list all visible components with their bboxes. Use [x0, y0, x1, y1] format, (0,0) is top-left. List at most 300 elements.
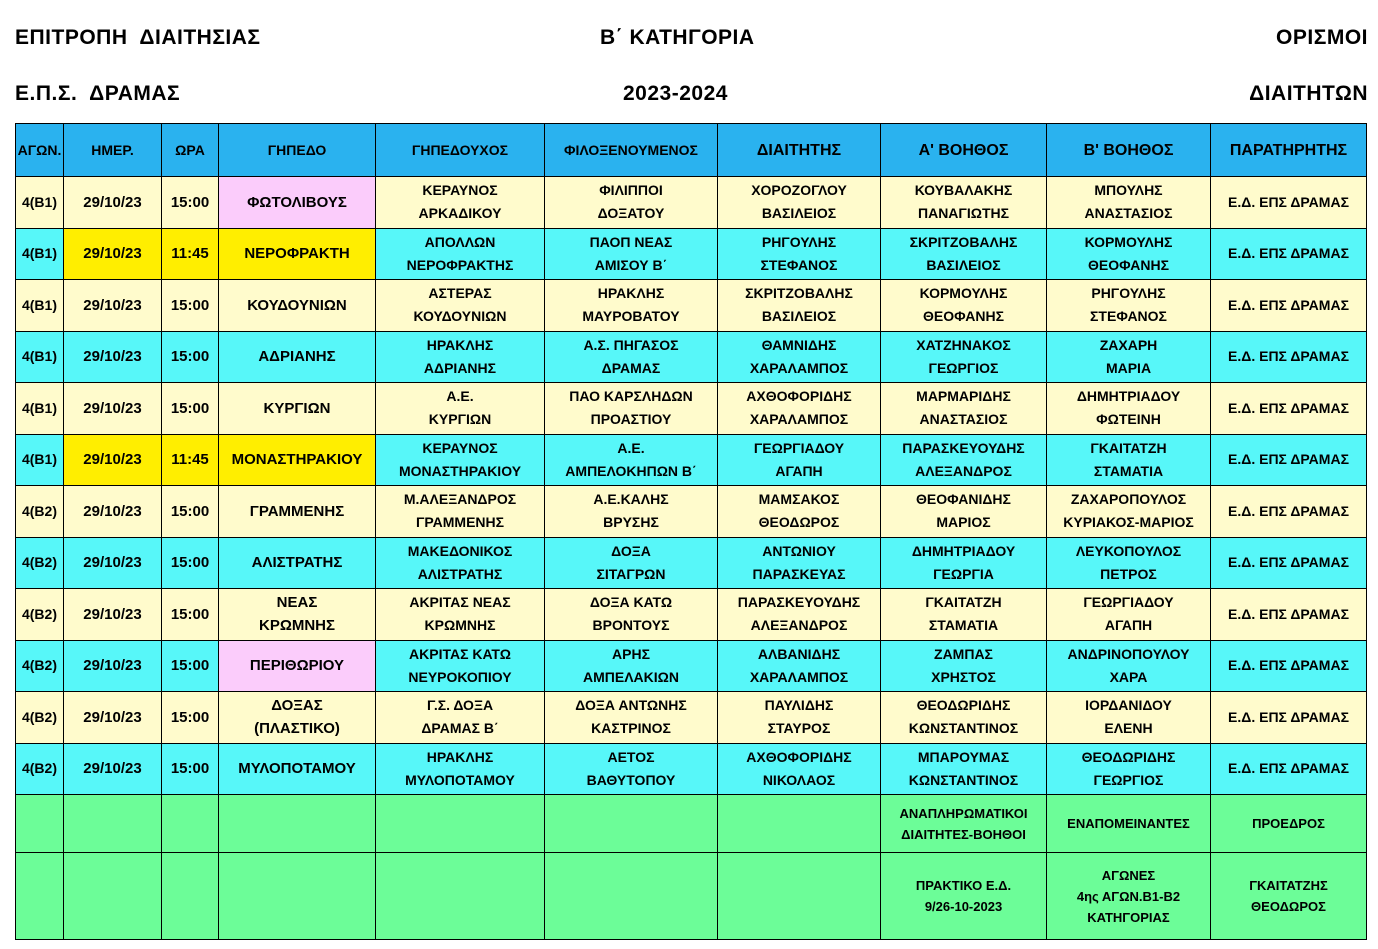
observer-cell: Ε.Δ. ΕΠΣ ΔΡΑΜΑΣ	[1211, 434, 1367, 486]
cell-line: ΜΑΡΙΑ	[1105, 359, 1152, 376]
footer-cell	[718, 853, 881, 940]
president-name	[1211, 853, 1367, 940]
assistant1-cell	[881, 331, 1047, 383]
assistant2-cell	[1047, 640, 1211, 692]
footer-cell	[219, 853, 376, 940]
away-team-cell	[545, 692, 718, 744]
cell-line: ΖΑΧΑΡΗ	[1099, 336, 1158, 353]
time-cell: 15:00	[162, 280, 219, 332]
cell-line: (ΠΛΑΣΤΙΚΟ)	[254, 720, 340, 738]
assistant1-cell	[881, 434, 1047, 486]
date-cell: 29/10/23	[64, 640, 162, 692]
away-team-cell	[545, 537, 718, 589]
cell-line: ΑΝΑΣΤΑΣΙΟΣ	[919, 411, 1008, 428]
referees-title: ΔΙΑΙΤΗΤΩΝ	[1249, 82, 1368, 105]
cell-line: 9/26-10-2023	[924, 899, 1003, 914]
cell-line: ΘΕΟΔΩΡΙΔΗΣ	[916, 697, 1011, 714]
field-cell: ΦΩΤΟΛΙΒΟΥΣ	[219, 177, 376, 229]
cell-line: ΣΚΡΙΤΖΟΒΑΛΗΣ	[909, 233, 1018, 250]
cell-line: ΝΕΑΣ	[276, 594, 318, 612]
date-cell: 29/10/23	[64, 743, 162, 795]
cell-line: ΗΡΑΚΛΗΣ	[426, 336, 494, 353]
agon-cell: 4(Β1)	[16, 228, 64, 280]
cell-line: ΛΕΥΚΟΠΟΥΛΟΣ	[1075, 542, 1182, 559]
referee-cell	[718, 331, 881, 383]
cell-line: ΔΟΞΑ	[611, 542, 651, 559]
cell-line: ΒΑΣΙΛΕΙΟΣ	[926, 256, 1001, 273]
cell-line: ΚΑΤΗΓΟΡΙΑΣ	[1087, 909, 1170, 925]
agon-cell: 4(Β1)	[16, 383, 64, 435]
cell-line: ΕΛΕΝΗ	[1104, 720, 1153, 737]
field-cell: ΜΟΝΑΣΤΗΡΑΚΙΟΥ	[219, 434, 376, 486]
cell-line: ΔΟΞΑΣ	[271, 697, 323, 715]
assistant2-cell	[1047, 589, 1211, 641]
season-label: 2023-2024	[623, 82, 728, 105]
cell-line: ΑΓΑΠΗ	[1104, 617, 1153, 634]
cell-line: ΑΛΕΞΑΝΔΡΟΣ	[750, 617, 848, 634]
col-header-field: ΓΗΠΕΔΟ	[219, 124, 376, 177]
away-team-cell	[545, 331, 718, 383]
time-cell: 15:00	[162, 743, 219, 795]
cell-line: ΧΟΡΟΖΟΓΛΟΥ	[751, 182, 847, 199]
cell-line: ΔΡΑΜΑΣ Β΄	[421, 720, 499, 737]
referee-cell	[718, 280, 881, 332]
referee-cell	[718, 692, 881, 744]
date-cell: 29/10/23	[64, 228, 162, 280]
assistant1-cell	[881, 692, 1047, 744]
time-cell: 15:00	[162, 640, 219, 692]
cell-line: ΚΥΡΓΙΩΝ	[428, 411, 492, 428]
agon-cell: 4(Β2)	[16, 589, 64, 641]
cell-line: ΘΕΟΔΩΡΟΣ	[1251, 899, 1326, 914]
date-cell: 29/10/23	[64, 589, 162, 641]
cell-line: ΘΕΟΔΩΡΙΔΗΣ	[1081, 748, 1176, 765]
field-cell: ΠΕΡΙΘΩΡΙΟΥ	[219, 640, 376, 692]
cell-line: ΑΡΗΣ	[612, 645, 650, 662]
assistant1-cell	[881, 228, 1047, 280]
time-cell: 15:00	[162, 331, 219, 383]
home-team-cell	[376, 537, 545, 589]
date-cell: 29/10/23	[64, 537, 162, 589]
referee-cell	[718, 743, 881, 795]
cell-line: ΚΕΡΑΥΝΟΣ	[422, 182, 498, 199]
assistant2-cell	[1047, 331, 1211, 383]
agon-cell: 4(Β2)	[16, 537, 64, 589]
cell-line: ΣΚΡΙΤΖΟΒΑΛΗΣ	[745, 285, 853, 302]
field-cell: ΜΥΛΟΠΟΤΑΜΟΥ	[219, 743, 376, 795]
cell-line: Α.Ε.	[617, 439, 645, 456]
date-cell: 29/10/23	[64, 331, 162, 383]
home-team-cell	[376, 177, 545, 229]
observer-cell: Ε.Δ. ΕΠΣ ΔΡΑΜΑΣ	[1211, 640, 1367, 692]
cell-line: ΝΕΡΟΦΡΑΚΤΗΣ	[406, 256, 514, 273]
cell-line: ΘΕΟΦΑΝΙΔΗΣ	[916, 491, 1011, 508]
footer-cell	[545, 853, 718, 940]
cell-line: ΠΑΝΑΓΙΩΤΗΣ	[917, 205, 1010, 222]
observer-cell: Ε.Δ. ΕΠΣ ΔΡΑΜΑΣ	[1211, 589, 1367, 641]
cell-line: Α.Ε.	[446, 388, 474, 405]
cell-line: ΣΤΑΜΑΤΙΑ	[928, 617, 999, 634]
cell-line: ΜΑΡΜΑΡΙΔΗΣ	[916, 388, 1011, 405]
cell-line: ΘΕΟΔΩΡΟΣ	[758, 514, 840, 531]
cell-line: ΑΛΕΞΑΝΔΡΟΣ	[915, 462, 1012, 479]
footer-cell	[162, 853, 219, 940]
cell-line: ΒΡΥΣΗΣ	[603, 514, 659, 531]
away-team-cell	[545, 383, 718, 435]
cell-line: ΔΟΞΑ ΑΝΤΩΝΗΣ	[575, 697, 687, 714]
assistant2-cell	[1047, 743, 1211, 795]
cell-line: ΠΑΡΑΣΚΕΥΟΥΔΗΣ	[902, 439, 1025, 456]
time-cell: 11:45	[162, 434, 219, 486]
cell-line: Α.Σ. ΠΗΓΑΣΟΣ	[583, 336, 679, 353]
cell-line: ΣΤΑΜΑΤΙΑ	[1093, 462, 1164, 479]
cell-line: ΠΡΟΑΣΤΙΟΥ	[590, 411, 672, 428]
footer-cell	[16, 795, 64, 853]
cell-line: ΓΕΩΡΓΙΟΣ	[1093, 771, 1164, 788]
cell-line: ΓΚΑΙΤΑΤΖΗΣ	[1249, 878, 1328, 893]
assistant1-cell	[881, 640, 1047, 692]
table-row	[16, 486, 1367, 538]
home-team-cell	[376, 383, 545, 435]
cell-line: ΜΑΜΣΑΚΟΣ	[758, 491, 840, 508]
table-row	[16, 383, 1367, 435]
assistant1-cell	[881, 383, 1047, 435]
cell-line: ΑΝΤΩΝΙΟΥ	[762, 542, 836, 559]
home-team-cell	[376, 692, 545, 744]
cell-line: ΧΑΤΖΗΝΑΚΟΣ	[916, 336, 1011, 353]
cell-line: ΑΚΡΙΤΑΣ ΚΑΤΩ	[409, 645, 511, 662]
field-cell	[219, 589, 376, 641]
table-row	[16, 434, 1367, 486]
field-cell: ΚΥΡΓΙΩΝ	[219, 383, 376, 435]
footer-cell	[718, 795, 881, 853]
field-cell	[219, 692, 376, 744]
assistant2-cell	[1047, 486, 1211, 538]
referee-cell	[718, 228, 881, 280]
referee-cell	[718, 486, 881, 538]
cell-line: ΜΠΟΥΛΗΣ	[1094, 182, 1163, 199]
cell-line: ΔΗΜΗΤΡΙΑΔΟΥ	[1076, 388, 1181, 405]
cell-line: ΧΑΡΑΛΑΜΠΟΣ	[749, 411, 849, 428]
away-team-cell	[545, 486, 718, 538]
cell-line: ΑΕΤΟΣ	[607, 748, 655, 765]
assistant2-cell	[1047, 383, 1211, 435]
cell-line: ΒΑΘΥΤΟΠΟΥ	[586, 771, 676, 788]
footer-cell	[219, 795, 376, 853]
home-team-cell	[376, 434, 545, 486]
home-team-cell	[376, 331, 545, 383]
table-row	[16, 280, 1367, 332]
cell-line: ΘΑΜΝΙΔΗΣ	[761, 336, 837, 353]
cell-line: ΓΕΩΡΓΙΑΔΟΥ	[1083, 594, 1174, 611]
cell-line: ΠΕΤΡΟΣ	[1100, 565, 1157, 582]
cell-line: ΜΑΚΕΔΟΝΙΚΟΣ	[407, 542, 513, 559]
cell-line: ΗΡΑΚΛΗΣ	[597, 285, 665, 302]
assistant2-cell	[1047, 228, 1211, 280]
referee-cell	[718, 383, 881, 435]
cell-line: ΚΡΩΜΝΗΣ	[258, 617, 336, 635]
observer-cell: Ε.Δ. ΕΠΣ ΔΡΑΜΑΣ	[1211, 383, 1367, 435]
table-row	[16, 640, 1367, 692]
footer-cell	[376, 853, 545, 940]
cell-line: ΑΝΑΣΤΑΣΙΟΣ	[1084, 205, 1173, 222]
time-cell: 15:00	[162, 537, 219, 589]
cell-line: ΣΤΕΦΑΝΟΣ	[760, 256, 838, 273]
cell-line: ΚΟΥΔΟΥΝΙΩΝ	[413, 308, 507, 325]
cell-line: ΚΩΝΣΤΑΝΤΙΝΟΣ	[908, 771, 1019, 788]
observer-cell: Ε.Δ. ΕΠΣ ΔΡΑΜΑΣ	[1211, 743, 1367, 795]
cell-line: ΚΡΩΜΝΗΣ	[424, 617, 496, 634]
cell-line: ΧΑΡΑ	[1109, 668, 1148, 685]
cell-line: ΔΟΞΑΤΟΥ	[597, 205, 665, 222]
committee-title: ΕΠΙΤΡΟΠΗ ΔΙΑΙΤΗΣΙΑΣ	[15, 26, 261, 49]
cell-line: ΠΑΟ ΚΑΡΣΛΗΔΩΝ	[569, 388, 693, 405]
cell-line: ΑΚΡΙΤΑΣ ΝΕΑΣ	[409, 594, 511, 611]
table-header-row	[16, 124, 1367, 177]
observer-cell: Ε.Δ. ΕΠΣ ΔΡΑΜΑΣ	[1211, 537, 1367, 589]
cell-line: ΔΙΑΙΤΗΤΕΣ-ΒΟΗΘΟΙ	[901, 826, 1026, 842]
assistant1-cell	[881, 177, 1047, 229]
date-cell: 29/10/23	[64, 486, 162, 538]
cell-line: ΓΕΩΡΓΙΟΣ	[928, 359, 999, 376]
cell-line: ΑΠΟΛΛΩΝ	[424, 233, 496, 250]
cell-line: ΠΑΡΑΣΚΕΥΟΥΔΗΣ	[737, 594, 861, 611]
cell-line: ΔΟΞΑ ΚΑΤΩ	[589, 594, 673, 611]
assistant2-cell	[1047, 537, 1211, 589]
col-header-observer: ΠΑΡΑΤΗΡΗΤΗΣ	[1211, 124, 1367, 177]
cell-line: ΑΛΙΣΤΡΑΤΗΣ	[417, 565, 503, 582]
time-cell: 15:00	[162, 589, 219, 641]
col-header-away: ΦΙΛΟΞΕΝΟΥΜΕΝΟΣ	[545, 124, 718, 177]
away-team-cell	[545, 589, 718, 641]
table-row	[16, 589, 1367, 641]
cell-line: ΜΥΛΟΠΟΤΑΜΟΥ	[405, 771, 515, 788]
table-row	[16, 537, 1367, 589]
field-cell: ΓΡΑΜΜΕΝΗΣ	[219, 486, 376, 538]
time-cell: 15:00	[162, 692, 219, 744]
field-cell: ΚΟΥΔΟΥΝΙΩΝ	[219, 280, 376, 332]
col-header-home: ΓΗΠΕΔΟΥΧΟΣ	[376, 124, 545, 177]
assistant1-cell	[881, 537, 1047, 589]
time-cell: 15:00	[162, 486, 219, 538]
cell-line: ΑΛΒΑΝΙΔΗΣ	[757, 645, 841, 662]
footer-cell	[16, 853, 64, 940]
matches-category	[1047, 853, 1211, 940]
home-team-cell	[376, 486, 545, 538]
assistant2-cell	[1047, 692, 1211, 744]
away-team-cell	[545, 177, 718, 229]
referee-cell	[718, 177, 881, 229]
cell-line: ΣΤΕΦΑΝΟΣ	[1090, 308, 1167, 325]
cell-line: ΑΧΘΟΦΟΡΙΔΗΣ	[746, 388, 852, 405]
referee-cell	[718, 434, 881, 486]
cell-line: ΣΤΑΥΡΟΣ	[767, 720, 831, 737]
col-header-time: ΩΡΑ	[162, 124, 219, 177]
footer-row	[16, 853, 1367, 940]
cell-line: ΑΣΤΕΡΑΣ	[428, 285, 492, 302]
agon-cell: 4(Β2)	[16, 743, 64, 795]
observer-cell: Ε.Δ. ΕΠΣ ΔΡΑΜΑΣ	[1211, 331, 1367, 383]
table-row	[16, 228, 1367, 280]
cell-line: ΠΑΡΑΣΚΕΥΑΣ	[752, 565, 846, 582]
cell-line: ΚΟΥΒΑΛΑΚΗΣ	[914, 182, 1013, 199]
col-header-referee: ΔΙΑΙΤΗΤΗΣ	[718, 124, 881, 177]
cell-line: ΓΚΑΙΤΑΤΖΗ	[1090, 439, 1167, 456]
cell-line: ΔΡΑΜΑΣ	[601, 359, 661, 376]
cell-line: ΡΗΓΟΥΛΗΣ	[761, 233, 837, 250]
time-cell: 15:00	[162, 177, 219, 229]
away-team-cell	[545, 280, 718, 332]
date-cell: 29/10/23	[64, 280, 162, 332]
remaining-label: ΕΝΑΠΟΜΕΙΝΑΝΤΕΣ	[1047, 795, 1211, 853]
minutes-reference	[881, 853, 1047, 940]
home-team-cell	[376, 280, 545, 332]
cell-line: ΣΙΤΑΓΡΩΝ	[596, 565, 666, 582]
cell-line: ΧΡΗΣΤΟΣ	[931, 668, 996, 685]
cell-line: ΒΑΣΙΛΕΙΟΣ	[761, 205, 837, 222]
cell-line: ΖΑΜΠΑΣ	[934, 645, 993, 662]
agon-cell: 4(Β2)	[16, 486, 64, 538]
cell-line: ΜΠΑΡΟΥΜΑΣ	[917, 748, 1010, 765]
assistant1-cell	[881, 486, 1047, 538]
footer-cell	[64, 853, 162, 940]
cell-line: ΑΜΠΕΛΟΚΗΠΩΝ Β΄	[565, 462, 697, 479]
agon-cell: 4(Β1)	[16, 331, 64, 383]
referee-cell	[718, 537, 881, 589]
referee-cell	[718, 589, 881, 641]
cell-line: ΝΙΚΟΛΑΟΣ	[762, 771, 836, 788]
cell-line: ΑΓΩΝΕΣ	[1101, 867, 1156, 883]
cell-line: ΑΜΠΕΛΑΚΙΩΝ	[582, 668, 679, 685]
cell-line: ΡΗΓΟΥΛΗΣ	[1091, 285, 1166, 302]
assistant2-cell	[1047, 434, 1211, 486]
cell-line: ΚΟΡΜΟΥΛΗΣ	[1084, 233, 1173, 250]
substitutes-label	[881, 795, 1047, 853]
agon-cell: 4(Β1)	[16, 280, 64, 332]
cell-line: ΚΑΣΤΡΙΝΟΣ	[591, 720, 671, 737]
cell-line: ΒΑΣΙΛΕΙΟΣ	[761, 308, 837, 325]
field-cell: ΝΕΡΟΦΡΑΚΤΗ	[219, 228, 376, 280]
cell-line: ΓΕΩΡΓΙΑΔΟΥ	[753, 439, 845, 456]
cell-line: Γ.Σ. ΔΟΞΑ	[426, 697, 494, 714]
away-team-cell	[545, 640, 718, 692]
cell-line: ΜΑΥΡΟΒΑΤΟΥ	[582, 308, 680, 325]
cell-line: ΔΗΜΗΤΡΙΑΔΟΥ	[911, 542, 1016, 559]
col-header-agon: ΑΓΩΝ.	[16, 124, 64, 177]
cell-line: ΙΟΡΔΑΝΙΔΟΥ	[1085, 697, 1172, 714]
cell-line: ΑΔΡΙΑΝΗΣ	[423, 359, 497, 376]
agon-cell: 4(Β2)	[16, 692, 64, 744]
cell-line: ΠΑΥΛΙΔΗΣ	[764, 697, 834, 714]
cell-line: ΑΜΙΣΟΥ Β΄	[594, 256, 668, 273]
assistant2-cell	[1047, 177, 1211, 229]
cell-line: ΚΕΡΑΥΝΟΣ	[422, 439, 498, 456]
col-header-date: ΗΜΕΡ.	[64, 124, 162, 177]
cell-line: ΚΟΡΜΟΥΛΗΣ	[919, 285, 1008, 302]
away-team-cell	[545, 228, 718, 280]
cell-line: ΝΕΥΡΟΚΟΠΙΟΥ	[408, 668, 512, 685]
table-row	[16, 692, 1367, 744]
cell-line: ΧΑΡΑΛΑΜΠΟΣ	[749, 359, 849, 376]
cell-line: ΓΕΩΡΓΙΑ	[933, 565, 994, 582]
category-title: Β΄ ΚΑΤΗΓΟΡΙΑ	[600, 26, 755, 49]
cell-line: ΓΡΑΜΜΕΝΗΣ	[415, 514, 505, 531]
observer-cell: Ε.Δ. ΕΠΣ ΔΡΑΜΑΣ	[1211, 486, 1367, 538]
agon-cell: 4(Β2)	[16, 640, 64, 692]
observer-cell: Ε.Δ. ΕΠΣ ΔΡΑΜΑΣ	[1211, 177, 1367, 229]
cell-line: Μ.ΑΛΕΞΑΝΔΡΟΣ	[403, 491, 517, 508]
cell-line: ΓΚΑΙΤΑΤΖΗ	[925, 594, 1002, 611]
footer-row	[16, 795, 1367, 853]
home-team-cell	[376, 640, 545, 692]
cell-line: ΖΑΧΑΡΟΠΟΥΛΟΣ	[1070, 491, 1187, 508]
agon-cell: 4(Β1)	[16, 434, 64, 486]
assignments-title: ΟΡΙΣΜΟΙ	[1276, 26, 1368, 49]
cell-line: ΦΙΛΙΠΠΟΙ	[599, 182, 663, 199]
cell-line: ΑΝΔΡΙΝΟΠΟΥΛΟΥ	[1067, 645, 1190, 662]
home-team-cell	[376, 228, 545, 280]
cell-line: ΑΡΚΑΔΙΚΟΥ	[418, 205, 502, 222]
footer-cell	[376, 795, 545, 853]
cell-line: ΑΓΑΠΗ	[775, 462, 823, 479]
cell-line: ΑΧΘΟΦΟΡΙΔΗΣ	[746, 748, 852, 765]
cell-line: ΜΑΡΙΟΣ	[936, 514, 991, 531]
cell-line: ΚΥΡΙΑΚΟΣ-ΜΑΡΙΟΣ	[1063, 514, 1194, 531]
date-cell: 29/10/23	[64, 177, 162, 229]
cell-line: ΧΑΡΑΛΑΜΠΟΣ	[749, 668, 849, 685]
cell-line: ΚΩΝΣΤΑΝΤΙΝΟΣ	[908, 720, 1019, 737]
cell-line: ΑΝΑΠΛΗΡΩΜΑΤΙΚΟΙ	[899, 805, 1028, 821]
footer-cell	[162, 795, 219, 853]
cell-line: ΦΩΤΕΙΝΗ	[1096, 411, 1161, 428]
time-cell: 11:45	[162, 228, 219, 280]
time-cell: 15:00	[162, 383, 219, 435]
table-row	[16, 177, 1367, 229]
cell-line: ΘΕΟΦΑΝΗΣ	[1088, 256, 1169, 273]
assistant1-cell	[881, 589, 1047, 641]
cell-line: ΠΑΟΠ ΝΕΑΣ	[589, 233, 673, 250]
col-header-asst2: Β' ΒΟΗΘΟΣ	[1047, 124, 1211, 177]
assistant1-cell	[881, 280, 1047, 332]
field-cell: ΑΛΙΣΤΡΑΤΗΣ	[219, 537, 376, 589]
observer-cell: Ε.Δ. ΕΠΣ ΔΡΑΜΑΣ	[1211, 692, 1367, 744]
away-team-cell	[545, 434, 718, 486]
agon-cell: 4(Β1)	[16, 177, 64, 229]
table-row	[16, 743, 1367, 795]
date-cell: 29/10/23	[64, 383, 162, 435]
assistant1-cell	[881, 743, 1047, 795]
away-team-cell	[545, 743, 718, 795]
cell-line: ΘΕΟΦΑΝΗΣ	[923, 308, 1004, 325]
cell-line: ΠΡΑΚΤΙΚΟ Ε.Δ.	[915, 878, 1012, 893]
observer-cell: Ε.Δ. ΕΠΣ ΔΡΑΜΑΣ	[1211, 280, 1367, 332]
cell-line: Α.Ε.ΚΑΛΗΣ	[593, 491, 669, 508]
cell-line: ΜΟΝΑΣΤΗΡΑΚΙΟΥ	[398, 462, 522, 479]
assistant2-cell	[1047, 280, 1211, 332]
col-header-asst1: Α' ΒΟΗΘΟΣ	[881, 124, 1047, 177]
home-team-cell	[376, 743, 545, 795]
president-label: ΠΡΟΕΔΡΟΣ	[1211, 795, 1367, 853]
referee-cell	[718, 640, 881, 692]
cell-line: ΒΡΟΝΤΟΥΣ	[592, 617, 670, 634]
assignments-table	[15, 123, 1367, 940]
table-row	[16, 331, 1367, 383]
date-cell: 29/10/23	[64, 434, 162, 486]
home-team-cell	[376, 589, 545, 641]
footer-cell	[64, 795, 162, 853]
field-cell: ΑΔΡΙΑΝΗΣ	[219, 331, 376, 383]
date-cell: 29/10/23	[64, 692, 162, 744]
